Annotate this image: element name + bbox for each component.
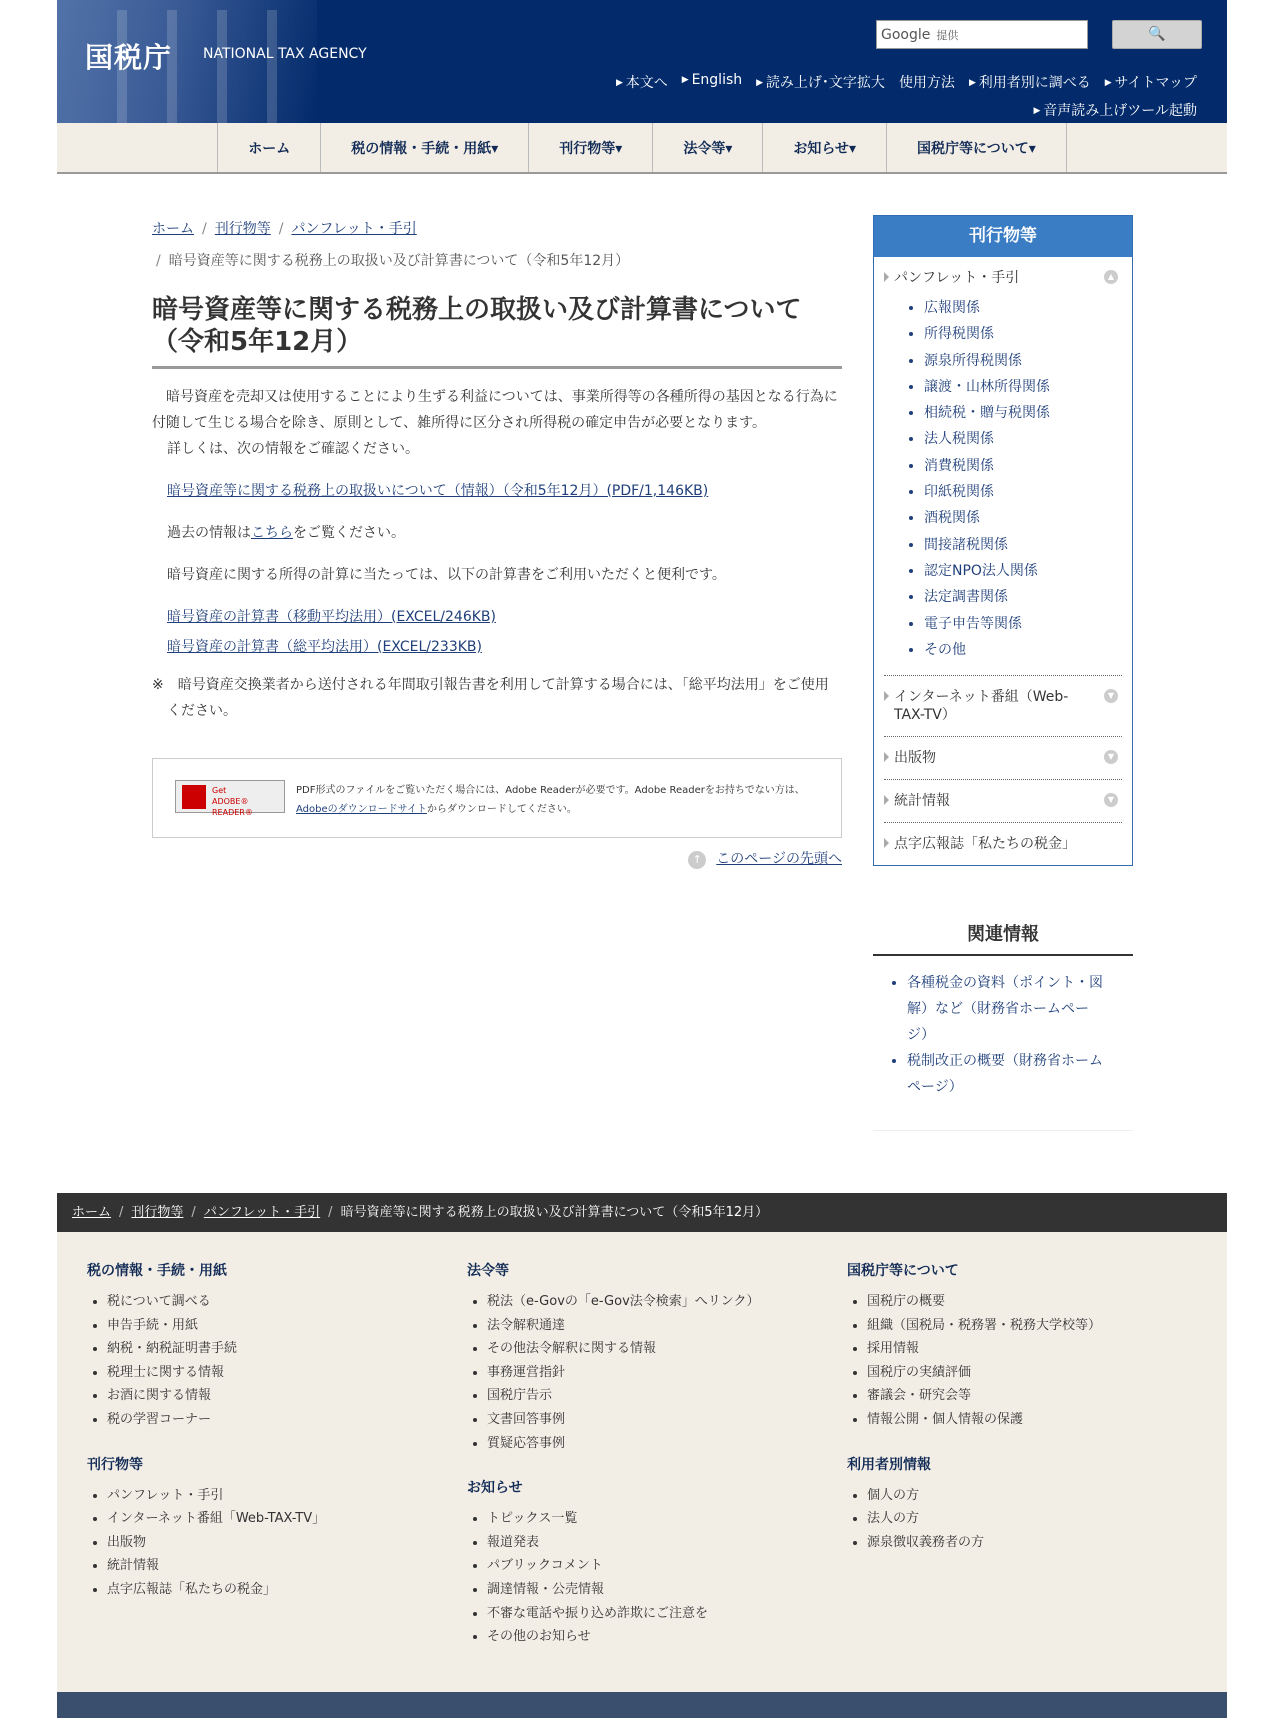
page-top-label: このページの先頭へ bbox=[716, 851, 842, 867]
sidebar-subitem[interactable]: • その他 bbox=[924, 637, 1122, 663]
search-button[interactable] bbox=[1112, 20, 1202, 49]
footer-link[interactable]: • お酒に関する情報 bbox=[107, 1384, 427, 1408]
sidebar-subitem[interactable]: • 間接諸税関係 bbox=[924, 532, 1122, 558]
sidebar-section-pamphlets-label[interactable]: パンフレット・手引 bbox=[894, 270, 1020, 286]
sidebar-subitem[interactable]: • 法人税関係 bbox=[924, 426, 1122, 452]
sidebar-section-webtaxtv-label[interactable]: インターネット番組（Web-TAX-TV） bbox=[894, 689, 1069, 724]
sidebar-subitem[interactable]: • 所得税関係 bbox=[924, 321, 1122, 347]
footer-column-3 bbox=[847, 1260, 1187, 1576]
utility-links bbox=[616, 72, 1197, 92]
adobe-reader-box bbox=[152, 758, 842, 838]
search-placeholder: 提供 bbox=[936, 29, 959, 42]
footer-breadcrumb-home[interactable]: ホーム bbox=[72, 1205, 112, 1220]
past-info-paragraph bbox=[152, 520, 842, 546]
google-label: Google bbox=[881, 27, 931, 43]
sidebar-section-publications-label[interactable]: 出版物 bbox=[894, 750, 936, 767]
sidebar-title: 刊行物等 bbox=[874, 216, 1132, 257]
badge-get: Get bbox=[212, 786, 227, 795]
footer-link[interactable]: • 質疑応答事例 bbox=[487, 1432, 807, 1456]
footer-link[interactable]: • 点字広報誌「私たちの税金」 bbox=[107, 1578, 427, 1602]
footer-link[interactable]: • 事務運営指針 bbox=[487, 1361, 807, 1385]
footer-link[interactable]: • 組織（国税局・税務署・税務大学校等） bbox=[867, 1314, 1187, 1338]
footer-heading[interactable]: 刊行物等 bbox=[87, 1456, 143, 1473]
footer-link[interactable]: • 採用情報 bbox=[867, 1337, 1187, 1361]
util-link-usage[interactable]: 使用方法 bbox=[898, 75, 955, 91]
footer-link[interactable]: • 報道発表 bbox=[487, 1531, 807, 1555]
get-adobe-reader-badge[interactable] bbox=[175, 780, 285, 817]
sidebar-section-webtaxtv bbox=[884, 676, 1122, 737]
footer-link[interactable]: • 国税庁の実績評価 bbox=[867, 1361, 1187, 1385]
sidebar-subitem[interactable]: • 法定調書関係 bbox=[924, 584, 1122, 610]
footer-breadcrumb-publications[interactable]: 刊行物等 bbox=[131, 1205, 184, 1220]
sidebar-subitem[interactable]: • 電子申告等関係 bbox=[924, 611, 1122, 637]
calc-paragraph: 暗号資産に関する所得の計算に当たっては、以下の計算書をご利用いただくと便利です。 bbox=[167, 567, 726, 583]
sidebar-nav bbox=[873, 215, 1133, 866]
sidebar-section-braille bbox=[884, 823, 1122, 865]
util-link-voice-tool[interactable]: ▶ 音声読み上げツール起動 bbox=[1033, 100, 1197, 120]
nav-news[interactable]: お知らせ▾ bbox=[762, 123, 886, 172]
footer-column-2 bbox=[467, 1260, 807, 1671]
footer-link[interactable]: • 源泉徴収義務者の方 bbox=[867, 1531, 1187, 1555]
site-logo[interactable]: 国税庁 bbox=[85, 41, 173, 74]
breadcrumb bbox=[152, 213, 852, 277]
arrow-up-icon: ↑ bbox=[688, 851, 706, 869]
footer-link[interactable]: • 法人の方 bbox=[867, 1507, 1187, 1531]
footer-bottom-bar bbox=[57, 1692, 1227, 1718]
footer-link[interactable]: • トピックス一覧 bbox=[487, 1507, 807, 1531]
footer-list bbox=[847, 1290, 1187, 1432]
footer-link[interactable]: • 審議会・研究会等 bbox=[867, 1384, 1187, 1408]
footer-link[interactable]: • 調達情報・公売情報 bbox=[487, 1578, 807, 1602]
sidebar-subitem[interactable]: • 広報関係 bbox=[924, 295, 1122, 321]
past-info-link[interactable]: こちら bbox=[251, 525, 293, 541]
sidebar-sublist bbox=[894, 295, 1122, 663]
main-content bbox=[152, 384, 842, 736]
note-paragraph: ※ 暗号資産交換業者から送付される年間取引報告書を利用して計算する場合には、「総平均法用」をご使用ください。 bbox=[152, 677, 829, 719]
expand-icon[interactable]: ▼ bbox=[1104, 689, 1118, 703]
page-title: 暗号資産等に関する税務上の取扱い及び計算書について（令和5年12月） bbox=[152, 294, 842, 369]
footer-list bbox=[467, 1507, 807, 1649]
sidebar-subitem[interactable]: • 源泉所得税関係 bbox=[924, 348, 1122, 374]
breadcrumb-sep: / bbox=[191, 1205, 196, 1220]
related-info-item[interactable]: • 各種税金の資料（ポイント・図解）など（財務省ホームページ） bbox=[907, 970, 1103, 1048]
past-info-text-end: をご覧ください。 bbox=[293, 525, 405, 541]
sidebar-section-statistics bbox=[884, 780, 1122, 823]
search-icon: 🔍 bbox=[1148, 26, 1166, 42]
intro-paragraph-2: 詳しくは、次の情報をご確認ください。 bbox=[167, 441, 419, 457]
footer-list bbox=[467, 1290, 807, 1455]
site-footer bbox=[57, 1232, 1227, 1692]
sidebar-section-braille-label[interactable]: 点字広報誌「私たちの税金」 bbox=[894, 836, 1076, 853]
sidebar-subitem[interactable]: • 相続税・贈与税関係 bbox=[924, 400, 1122, 426]
related-info-title: 関連情報 bbox=[873, 920, 1133, 956]
breadcrumb-pamphlets[interactable]: パンフレット・手引 bbox=[291, 221, 417, 237]
breadcrumb-sep: / bbox=[328, 1205, 333, 1220]
search-input[interactable] bbox=[876, 20, 1088, 49]
footer-link[interactable]: • 文書回答事例 bbox=[487, 1408, 807, 1432]
page-top-link[interactable] bbox=[680, 848, 842, 869]
nav-laws[interactable]: 法令等▾ bbox=[652, 123, 762, 172]
excel-moving-average-link[interactable]: 暗号資産の計算書（移動平均法用）(EXCEL/246KB) bbox=[167, 609, 496, 625]
breadcrumb-current: 暗号資産等に関する税務上の取扱い及び計算書について（令和5年12月） bbox=[168, 253, 630, 269]
excel-total-average-link[interactable]: 暗号資産の計算書（総平均法用）(EXCEL/233KB) bbox=[167, 639, 482, 655]
footer-link[interactable]: • 申告手続・用紙 bbox=[107, 1314, 427, 1338]
info-pdf-link[interactable]: 暗号資産等に関する税務上の取扱いについて（情報）（令和5年12月）(PDF/1,146KB) bbox=[167, 483, 709, 499]
footer-link[interactable]: • 情報公開・個人情報の保護 bbox=[867, 1408, 1187, 1432]
footer-link[interactable]: • パブリックコメント bbox=[487, 1554, 807, 1578]
footer-link[interactable]: • 出版物 bbox=[107, 1531, 427, 1555]
footer-link[interactable]: • 統計情報 bbox=[107, 1554, 427, 1578]
footer-link[interactable]: • 国税庁告示 bbox=[487, 1384, 807, 1408]
util-link-by-user[interactable]: ▶ 利用者別に調べる bbox=[969, 72, 1091, 92]
breadcrumb-publications[interactable]: 刊行物等 bbox=[214, 221, 271, 237]
sidebar-section-publications bbox=[884, 737, 1122, 780]
past-info-text: 過去の情報は bbox=[167, 525, 251, 541]
adobe-text: PDF形式のファイルをご覧いただく場合には、Adobe Readerが必要です。Adobe Readerをお持ちでない方は、 bbox=[296, 785, 805, 796]
footer-heading[interactable]: お知らせ bbox=[467, 1480, 523, 1497]
sidebar-section-pamphlets bbox=[884, 257, 1122, 676]
nav-tax-info[interactable]: 税の情報・手続・用紙▾ bbox=[320, 123, 528, 172]
breadcrumb-sep: / bbox=[119, 1205, 124, 1220]
breadcrumb-sep: / bbox=[202, 221, 207, 237]
footer-link[interactable]: • 税の学習コーナー bbox=[107, 1408, 427, 1432]
badge-name: ADOBE® READER® bbox=[212, 797, 253, 817]
footer-heading[interactable]: 国税庁等について bbox=[847, 1263, 959, 1279]
footer-link[interactable]: • 税法（e-Govの「e-Gov法令検索」へリンク） bbox=[487, 1290, 807, 1314]
footer-link[interactable]: • 納税・納税証明書手続 bbox=[107, 1337, 427, 1361]
util-link-sitemap[interactable]: ▶ サイトマップ bbox=[1105, 72, 1197, 92]
sidebar-subitem[interactable]: • 認定NPO法人関係 bbox=[924, 558, 1122, 584]
footer-heading[interactable]: 法令等 bbox=[467, 1263, 509, 1279]
footer-list bbox=[847, 1484, 1187, 1555]
sidebar-subitem[interactable]: • 印紙税関係 bbox=[924, 479, 1122, 505]
breadcrumb-home[interactable]: ホーム bbox=[152, 221, 194, 237]
footer-breadcrumb-current: 暗号資産等に関する税務上の取扱い及び計算書について（令和5年12月） bbox=[340, 1205, 769, 1220]
footer-link[interactable]: • 個人の方 bbox=[867, 1484, 1187, 1508]
footer-link[interactable]: • 国税庁の概要 bbox=[867, 1290, 1187, 1314]
adobe-download-link[interactable]: Adobeのダウンロードサイト bbox=[296, 804, 427, 815]
site-logo-en: NATIONAL TAX AGENCY bbox=[203, 46, 367, 62]
sidebar-subitem[interactable]: • 譲渡・山林所得関係 bbox=[924, 374, 1122, 400]
footer-heading[interactable]: 税の情報・手続・用紙 bbox=[87, 1263, 227, 1279]
sidebar-subitem[interactable]: • 消費税関係 bbox=[924, 453, 1122, 479]
footer-link[interactable]: • インターネット番組「Web-TAX-TV」 bbox=[107, 1507, 427, 1531]
footer-link[interactable]: • 法令解釈通達 bbox=[487, 1314, 807, 1338]
footer-breadcrumb-pamphlets[interactable]: パンフレット・手引 bbox=[203, 1205, 321, 1220]
expand-icon[interactable]: ▼ bbox=[1104, 750, 1118, 764]
footer-list bbox=[87, 1290, 427, 1432]
related-info-list bbox=[873, 970, 1133, 1131]
breadcrumb-sep: / bbox=[278, 221, 284, 237]
footer-link[interactable]: • その他法令解釈に関する情報 bbox=[487, 1337, 807, 1361]
footer-list bbox=[87, 1484, 427, 1602]
footer-link[interactable]: • 税について調べる bbox=[107, 1290, 427, 1314]
util-link-accessibility[interactable]: ▶ 読み上げ･文字拡大 bbox=[756, 72, 885, 92]
footer-link[interactable]: • 税理士に関する情報 bbox=[107, 1361, 427, 1385]
footer-column-1 bbox=[87, 1260, 427, 1624]
util-link-main[interactable]: ▶ 本文へ bbox=[616, 72, 668, 92]
nav-home[interactable]: ホーム bbox=[217, 123, 320, 172]
footer-link[interactable]: • パンフレット・手引 bbox=[107, 1484, 427, 1508]
collapse-icon[interactable]: ▲ bbox=[1104, 270, 1118, 284]
adobe-notice bbox=[296, 781, 827, 819]
adobe-text-end: からダウンロードしてください。 bbox=[426, 804, 577, 815]
intro-paragraph: 暗号資産を売却又は使用することにより生ずる利益については、事業所得等の各種所得の基因となる行為に付随して生じる場合を除き、原則として、雑所得に区分され所得税の確定申告が必要となります。 bbox=[152, 389, 838, 431]
sidebar-section-statistics-label[interactable]: 統計情報 bbox=[894, 793, 950, 810]
global-nav bbox=[57, 123, 1227, 174]
nav-publications[interactable]: 刊行物等▾ bbox=[528, 123, 652, 172]
sidebar-subitem[interactable]: • 酒税関係 bbox=[924, 505, 1122, 531]
related-info-item[interactable]: • 税制改正の概要（財務省ホームページ） bbox=[907, 1048, 1103, 1100]
footer-breadcrumb bbox=[57, 1193, 1227, 1232]
footer-link[interactable]: • 不審な電話や振り込め詐欺にご注意を bbox=[487, 1602, 807, 1626]
nav-about[interactable]: 国税庁等について▾ bbox=[886, 123, 1067, 172]
util-link-english[interactable]: ▶ English bbox=[682, 72, 742, 92]
site-header bbox=[57, 0, 1227, 123]
footer-link[interactable]: • その他のお知らせ bbox=[487, 1625, 807, 1649]
breadcrumb-sep: / bbox=[156, 253, 161, 269]
footer-heading[interactable]: 利用者別情報 bbox=[847, 1456, 931, 1473]
expand-icon[interactable]: ▼ bbox=[1104, 793, 1118, 807]
